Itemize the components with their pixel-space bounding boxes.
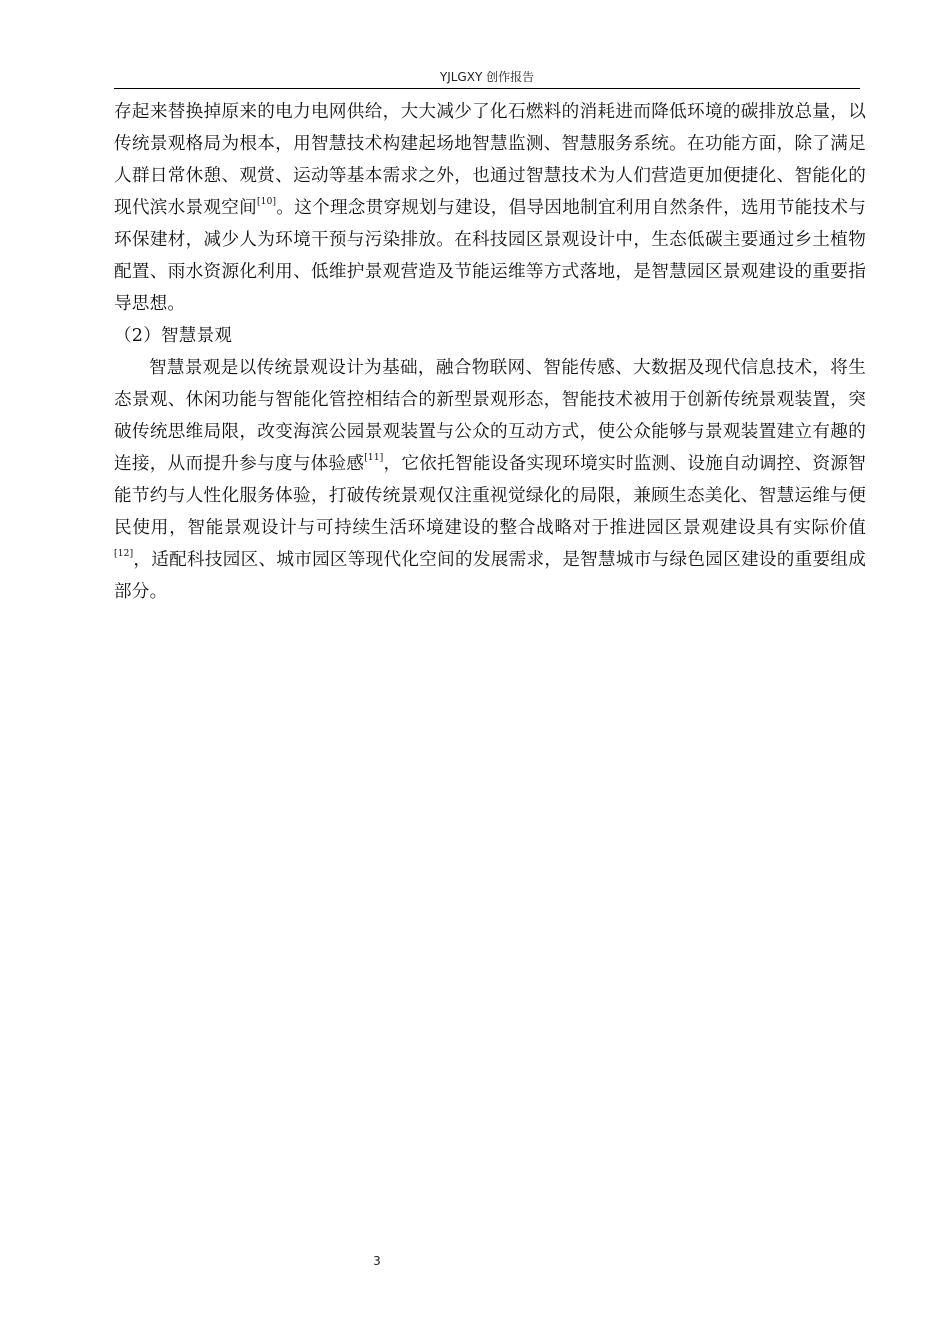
citation-ref-12: [12]	[114, 549, 134, 559]
page-header: YJLGXY 创作报告	[439, 70, 535, 84]
citation-ref-11: [11]	[364, 453, 384, 463]
paragraph-text: ，适配科技园区、城市园区等现代化空间的发展需求，是智慧城市与绿色园区建设的重要组成部分。	[114, 550, 866, 602]
paragraph-text: 。这个理念贯穿规划与建设，倡导因地制宜利用自然条件，选用节能技术与环保建材，减少人为环境干预与污染排放。在科技园区景观设计中，生态低碳主要通过乡土植物配置、雨水资源化利用、低维护景观营造及节能运维等方式落地，是智慧园区景观建设的重要指导思想。	[114, 198, 866, 314]
paragraph-ecological-low-carbon	[114, 96, 866, 320]
document-body	[114, 96, 866, 608]
header-divider	[114, 88, 860, 89]
paragraph-text: 智慧景观是以传统景观设计为基础，融合物联网、智能传感、大数据及现代信息技术，将生态景观、休闲功能与智能化管控相结合的新型景观形态，智能技术被用于创新传统景观装置，突破传统思维局限，改变海滨公园景观装置与公众的互动方式，使公众能够与景观装置建立有趣的连接，从而提升参与度与体验感	[114, 358, 866, 474]
paragraph-text: 存起来替换掉原来的电力电网供给，大大减少了化石燃料的消耗进而降低环境的碳排放总量，以传统景观格局为根本，用智慧技术构建起场地智慧监测、智慧服务系统。在功能方面，除了满足人群日常休憩、观赏、运动等基本需求之外，也通过智慧技术为人们营造更加便捷化、智能化的现代滨水景观空间	[114, 102, 866, 218]
section-heading-smart-landscape: （2）智慧景观	[114, 326, 233, 346]
page-number: 3	[373, 1254, 381, 1268]
paragraph-smart-landscape	[114, 352, 866, 608]
paragraph-text: ，它依托智能设备实现环境实时监测、设施自动调控、资源智能节约与人性化服务体验，打破传统景观仅注重视觉绿化的局限，兼顾生态美化、智慧运维与便民使用，智能景观设计与可持续生活环境建设的整合战略对于推进园区景观建设具有实际价值	[114, 454, 866, 538]
citation-ref-10: [10]	[256, 197, 277, 207]
